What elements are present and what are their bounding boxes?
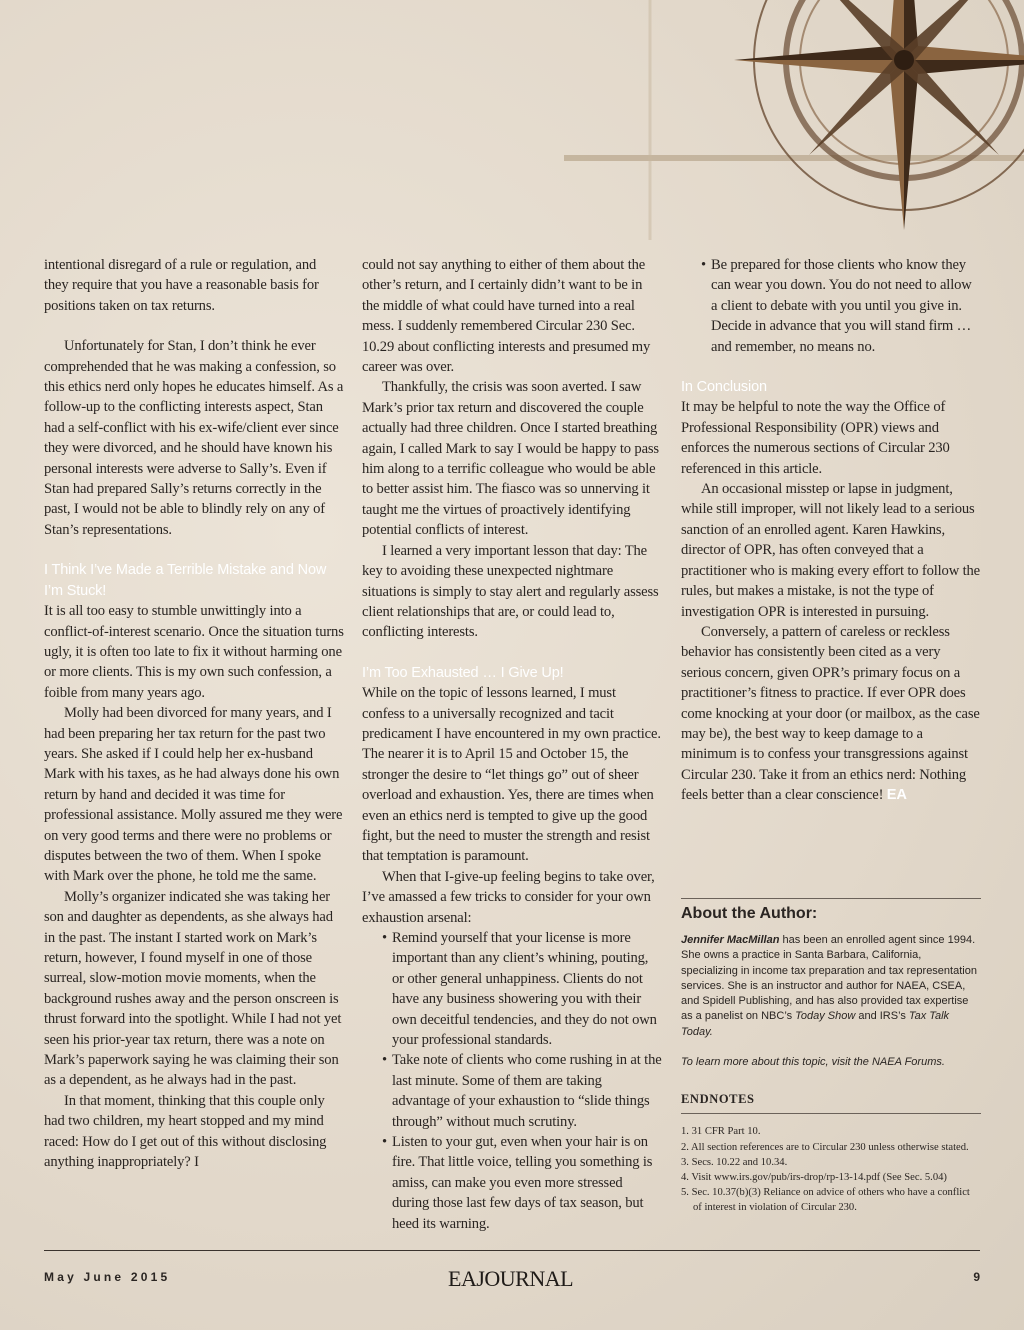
- author-bio: [681, 933, 981, 1040]
- forum-note: To learn more about this topic, visit the NAEA Forums.: [681, 1056, 945, 1069]
- journal-logo: EAJOURNAL: [448, 1266, 574, 1291]
- about-author-box: [681, 898, 981, 1216]
- list-item: • Listen to your gut, even when your hair is on fire. That little voice, telling you something is amiss, can make you even more stressed during those last few days of tax season, but heed its warning.: [362, 1132, 662, 1234]
- paragraph: Thankfully, the crisis was soon averted. I saw Mark’s prior tax return and discovered the couple actually had three children. Once I started breathing again, I called Mark to say I would be happy to pass him along to a terrific colleague who would be able to better assist him. The fiasco was so unnerving it taught me the virtues of proactively identifying potential conflicts of interest.: [362, 379, 659, 539]
- paragraph: It is all too easy to stumble unwittingly into a conflict-of-interest scenario. Once the situation turns ugly, it is often too late to fix it without harming one or more clients. This is my own such confession, a foible from many years ago.: [44, 603, 344, 701]
- tips-list: [681, 255, 981, 357]
- column-3: [681, 255, 981, 806]
- paragraph: It may be helpful to note the way the Office of Professional Responsibility (OPR) views and enforces the numerous sections of Circular 230 referenced in this article.: [681, 399, 950, 477]
- bio-text: has been an enrolled agent since 1994. She owns a practice in Santa Barbara, California, specializing in income tax preparation and tax representation services. She is an instructor and author for NAEA, CSEA, and Spidell Publishing, and has also provided tax expertise as a panelist on NBC’s: [681, 934, 977, 1023]
- issue-date: May June 2015: [44, 1270, 171, 1284]
- list-item: • Remind yourself that your license is more important than any client’s whining, pouting, or other general unhappiness. Clients do not have any business showering you with their own deceitful tendencies, and they do not own your professional standards.: [362, 928, 662, 1050]
- paragraph-text: Conversely, a pattern of careless or reckless behavior has consistently been cited as a very serious concern, given OPR’s primary focus on a practitioner’s fitness to practice. If ever OPR does come knocking at your door (or mailbox, as the case may be), the best way to keep damage to a minimum is to confess your transgressions against Circular 230. Take it from an ethics nerd: Nothing feels better than a clear conscience!: [681, 623, 980, 804]
- author-name: Jennifer MacMillan: [681, 934, 780, 946]
- paragraph: An occasional misstep or lapse in judgment, while still improper, will not likely lead to a serious sanction of an enrolled agent. Karen Hawkins, director of OPR, has often conveyed that a practitioner who is making every effort to follow the rules, but makes a mistake, is not the type of investigation OPR is interested in pursuing.: [681, 481, 980, 620]
- endnote: 4. Visit www.irs.gov/pub/irs-drop/rp-13-14.pdf (See Sec. 5.04): [681, 1171, 947, 1183]
- endnote: 1. 31 CFR Part 10.: [681, 1126, 761, 1138]
- about-title: About the Author:: [681, 905, 818, 922]
- page-footer: [44, 1266, 980, 1290]
- endnote: 2. All section references are to Circular 230 unless otherwise stated.: [681, 1141, 969, 1153]
- paragraph: intentional disregard of a rule or regulation, and they require that you have a reasonable basis for positions taken on tax returns.: [44, 257, 319, 314]
- page-number: 9: [973, 1270, 980, 1284]
- show-name: Tax Talk Today.: [681, 1010, 950, 1038]
- paragraph: When that I-give-up feeling begins to take over, I’ve amassed a few tricks to consider for your own exhaustion arsenal:: [362, 868, 655, 926]
- paragraph: In that moment, thinking that this couple only had two children, my heart stopped and my mind raced: How do I get out of this without disclosing anything inappropriately? I: [44, 1092, 327, 1171]
- endnotes-list: [681, 1124, 981, 1215]
- section-heading: I’m Too Exhausted … I Give Up!: [362, 664, 564, 681]
- column-2: [362, 255, 662, 1234]
- paragraph: Molly had been divorced for many years, and I had been preparing her tax return for the past two years. She asked if I could help her ex-husband Mark with his taxes, as he had always done his own return by hand and decided it was time for professional assistance. Molly assured me they were on very good terms and there were no problems or disputes between the two of them. When I spoke with Mark over the phone, he told me the same.: [44, 705, 343, 885]
- endnote: 5. Sec. 10.37(b)(3) Reliance on advice of others who have a conflict of interest in violation of Circular 230.: [681, 1187, 970, 1214]
- paragraph: could not say anything to either of them about the other’s return, and I certainly didn’t want to be in the middle of what could have turned into a real mess. I suddenly remembered Circular 230 Sec. 10.29 about conflicting interests and presumed my career was over.: [362, 257, 651, 376]
- paragraph: [681, 622, 981, 806]
- column-1: [44, 255, 344, 1172]
- endnote: 3. Secs. 10.22 and 10.34.: [681, 1156, 788, 1168]
- bio-text: and IRS’s: [855, 1010, 909, 1023]
- tips-list: [362, 928, 662, 1234]
- paragraph: While on the topic of lessons learned, I must confess to a universally recognized and tacit predicament I have encountered in my own practice. The nearer it is to April 15 and October 15, the stronger the desire to “let things go” out of sheer overload and exhaustion. Yes, there are times when even an ethics nerd is tempted to give up the good fight, but the need to muster the strength and resist that temptation is paramount.: [362, 685, 661, 865]
- list-item: • Be prepared for those clients who know they can wear you down. You do not need to allow a client to debate with you until you give in. Decide in advance that you will stand firm … and remember, no means no.: [681, 255, 981, 357]
- paragraph: I learned a very important lesson that day: The key to avoiding these unexpected nightmare situations is simply to stay alert and regularly assess client relationships that are, or could lead to, conflicting interests.: [362, 542, 659, 641]
- section-heading: I Think I’ve Made a Terrible Mistake and Now I’m Stuck!: [44, 562, 327, 599]
- footer-divider: [44, 1250, 980, 1251]
- endnotes-title: ENDNOTES: [681, 1092, 981, 1114]
- list-item: • Take note of clients who come rushing in at the last minute. Some of them are taking advantage of your exhaustion to “slide things through” without much scrutiny.: [362, 1050, 662, 1132]
- end-mark: EA: [886, 787, 907, 804]
- section-heading: In Conclusion: [681, 379, 767, 396]
- compass-rose-icon: [564, 0, 1024, 240]
- show-name: Today Show: [795, 1010, 856, 1023]
- paragraph: Unfortunately for Stan, I don’t think he ever comprehended that he was making a confession, so this ethics nerd only hopes he educates himself. As a follow-up to the conflicting interests aspect, Stan had a self-conflict with his ex-wife/client ever since they were divorced, and he should have known his personal interests were adverse to Sally’s. Even if Stan had prepared Sally’s returns correctly in the past, I would not be able to blindly rely on any of Stan’s representations.: [44, 338, 344, 538]
- paragraph: Molly’s organizer indicated she was taking her son and daughter as dependents, as she always had in the past. The instant I started work on Mark’s return, however, I found myself in one of those surreal, slow-motion movie moments, when the background rushes away and the person onscreen is thrust forward into the spotlight. While I had not yet seen his prior-year tax return, there was a note on Mark’s paperwork saying he was claiming their son as a dependent, as he always had in the past.: [44, 888, 342, 1089]
